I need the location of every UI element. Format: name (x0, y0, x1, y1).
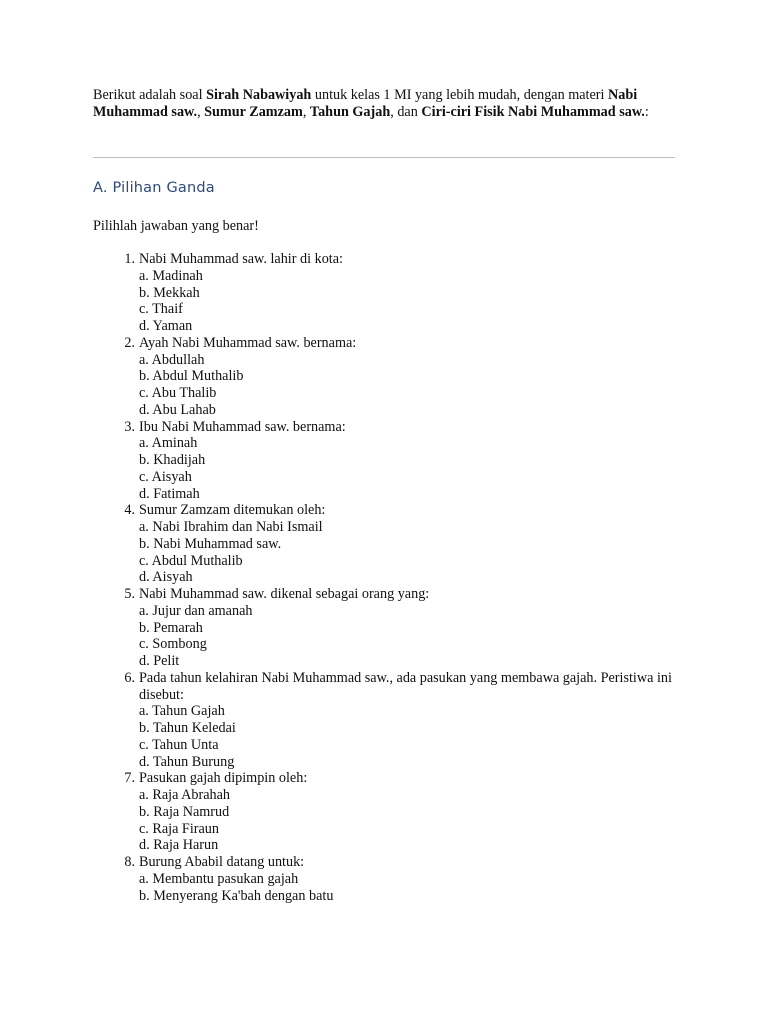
intro-text-segment: untuk kelas 1 MI yang lebih mudah, dengan materi (311, 87, 609, 103)
answer-options (139, 268, 683, 335)
answer-option: a. Membantu pasukan gajah (139, 870, 299, 887)
answer-options (139, 787, 683, 854)
answer-option: b. Menyerang Ka'bah dengan batu (139, 887, 334, 904)
answer-option: a. Aminah (139, 435, 198, 452)
section-title: A. Pilihan Ganda (93, 180, 215, 196)
answer-option: a. Nabi Ibrahim dan Nabi Ismail (139, 519, 323, 535)
question-number: 7. (124, 770, 135, 787)
question-text: Nabi Muhammad saw. lahir di kota: (139, 251, 343, 267)
answer-option: a. Tahun Gajah (139, 703, 225, 720)
question-text: Pada tahun kelahiran Nabi Muhammad saw., ada pasukan yang membawa gajah. Peristiwa ini disebut: (139, 669, 672, 703)
intro-bold-term: Sumur Zamzam (204, 103, 303, 120)
question-item (93, 502, 683, 586)
answer-option: d. Fatimah (139, 485, 200, 502)
answer-option: d. Abu Lahab (139, 401, 216, 418)
intro-text-segment: : (644, 103, 649, 120)
intro-text-segment: , (197, 103, 205, 120)
answer-option: c. Thaif (139, 301, 183, 318)
answer-options (139, 703, 683, 770)
answer-option: c. Abdul Muthalib (139, 552, 243, 569)
question-text: Burung Ababil datang untuk: (139, 854, 305, 870)
answer-option: a. Raja Abrahah (139, 787, 230, 803)
answer-option: c. Aisyah (139, 468, 192, 485)
question-item (93, 770, 683, 854)
answer-option: b. Nabi Muhammad saw. (139, 535, 282, 552)
answer-option: d. Yaman (139, 318, 193, 334)
answer-option: d. Tahun Burung (139, 753, 235, 770)
answer-options (139, 352, 683, 419)
intro-bold-term: Tahun Gajah (309, 103, 391, 120)
question-text: Ibu Nabi Muhammad saw. bernama: (139, 418, 346, 435)
question-text: Sumur Zamzam ditemukan oleh: (139, 502, 326, 519)
question-number: 8. (124, 854, 135, 870)
question-text: Pasukan gajah dipimpin oleh: (139, 770, 308, 787)
intro-bold-term: Sirah Nabawiyah (206, 87, 312, 103)
question-number: 5. (124, 586, 135, 602)
question-number: 4. (124, 502, 135, 519)
question-item (93, 670, 683, 771)
question-list (93, 251, 683, 904)
answer-option: b. Raja Namrud (139, 803, 230, 820)
answer-option: d. Pelit (139, 653, 180, 669)
question-item (93, 586, 683, 670)
question-item (93, 251, 683, 335)
answer-options (139, 603, 683, 670)
intro-text-segment: , dan (390, 103, 422, 120)
question-number: 6. (124, 669, 135, 686)
question-number: 2. (124, 334, 135, 351)
answer-option: c. Sombong (139, 636, 207, 653)
answer-option: c. Abu Thalib (139, 385, 217, 401)
answer-option: a. Jujur dan amanah (139, 602, 253, 619)
question-item (93, 419, 683, 503)
answer-option: c. Raja Firaun (139, 820, 219, 837)
answer-option: b. Tahun Keledai (139, 720, 236, 736)
intro-paragraph (93, 87, 683, 121)
answer-option: d. Aisyah (139, 569, 193, 586)
question-number: 3. (124, 418, 135, 435)
intro-bold-term: Nabi Muhammad saw. (93, 87, 638, 120)
question-item (93, 335, 683, 419)
question-item (93, 854, 683, 904)
question-text: Nabi Muhammad saw. dikenal sebagai orang yang: (139, 586, 430, 602)
horizontal-divider (93, 157, 675, 158)
answer-option: d. Raja Harun (139, 837, 219, 854)
answer-option: c. Tahun Unta (139, 736, 219, 753)
instruction-text: Pilihlah jawaban yang benar! (93, 218, 259, 234)
answer-option: a. Abdullah (139, 351, 205, 368)
answer-option: a. Madinah (139, 267, 203, 284)
answer-options (139, 871, 683, 905)
answer-option: b. Abdul Muthalib (139, 368, 244, 385)
intro-text-segment: , (302, 103, 310, 120)
intro-text-segment: Berikut adalah soal (93, 87, 207, 103)
intro-bold-term: Ciri-ciri Fisik Nabi Muhammad saw. (421, 103, 645, 120)
answer-options (139, 435, 683, 502)
answer-option: b. Mekkah (139, 284, 200, 301)
question-number: 1. (124, 251, 135, 267)
question-text: Ayah Nabi Muhammad saw. bernama: (139, 334, 357, 351)
answer-option: b. Khadijah (139, 452, 206, 468)
answer-options (139, 519, 683, 586)
answer-option: b. Pemarah (139, 619, 203, 636)
